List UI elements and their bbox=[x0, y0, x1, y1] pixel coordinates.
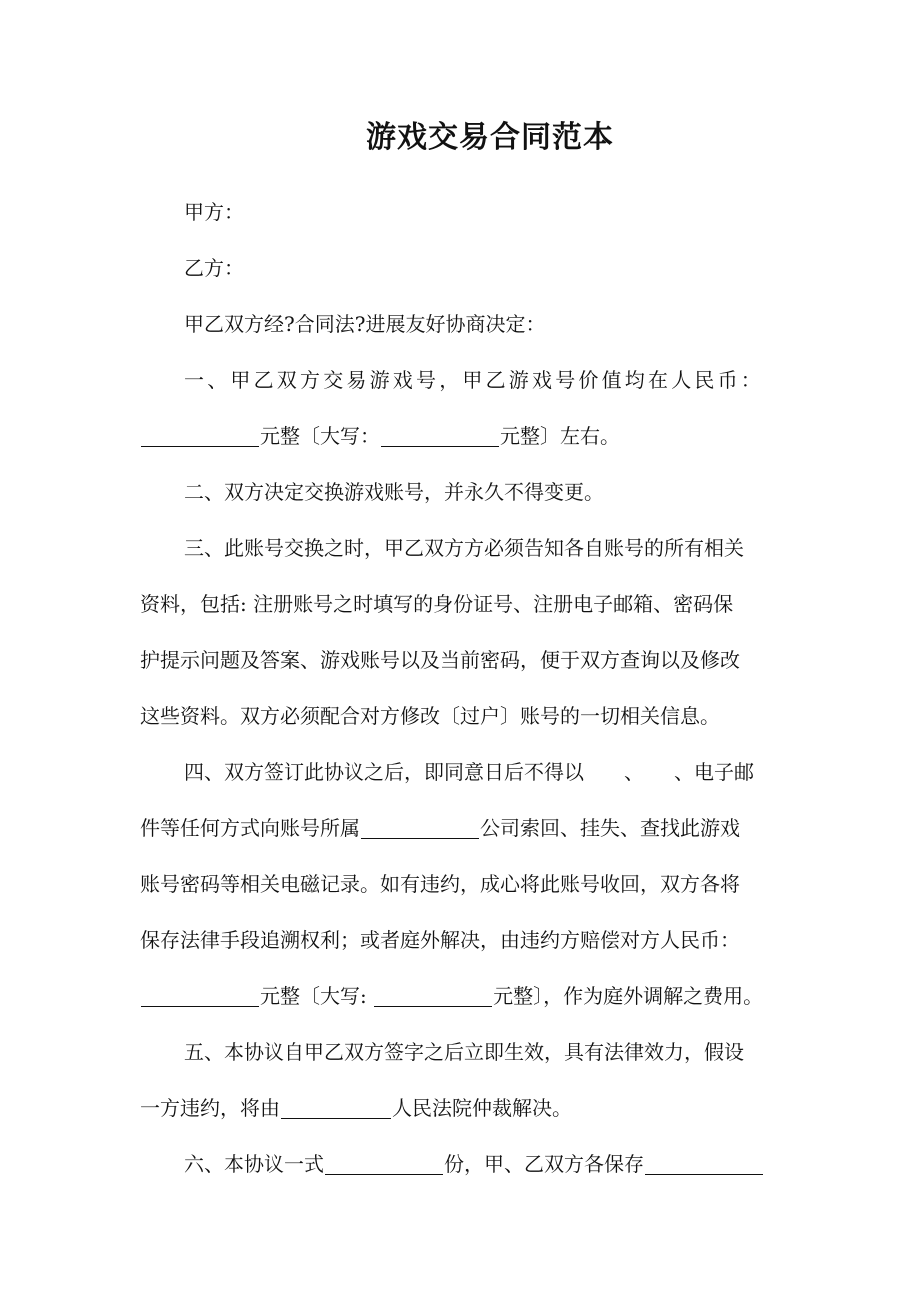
clause-2-line: 二、双方决定交换游戏账号，并永久不得变更。 bbox=[184, 480, 604, 504]
clause-3-line-2: 资料，包括: 注册账号之时填写的身份证号、注册电子邮箱、密码保 bbox=[140, 592, 734, 616]
clause-text: 元整〔大写: bbox=[260, 984, 374, 1008]
clause-6-line-1 bbox=[184, 1150, 800, 1178]
clause-4-line-4: 保存法律手段追溯权利；或者庭外解决，由违约方赔偿对方人民币： bbox=[140, 928, 740, 952]
amount-blank[interactable] bbox=[141, 426, 259, 447]
clause-3-line-1: 三、此账号交换之时，甲乙双方方必须告知各自账号的所有相关 bbox=[184, 536, 744, 560]
clause-4-line-1: 四、双方签订此协议之后，即同意日后不得以 、 、电子邮 bbox=[184, 760, 754, 784]
intro-line: 甲乙双方经?合同法?进展友好协商决定： bbox=[184, 312, 546, 336]
clause-4-line-2 bbox=[140, 814, 800, 842]
party-b-line: 乙方： bbox=[184, 256, 244, 280]
clause-text: 元整〕左右。 bbox=[500, 424, 620, 448]
compensation-blank[interactable] bbox=[141, 986, 259, 1007]
court-blank[interactable] bbox=[281, 1098, 391, 1119]
copies-blank[interactable] bbox=[325, 1154, 443, 1175]
clause-text: 一方违约，将由 bbox=[140, 1096, 280, 1120]
clause-text: 人民法院仲裁解决。 bbox=[392, 1096, 572, 1120]
document-title: 游戏交易合同范本 bbox=[366, 120, 614, 155]
clause-5-line-2 bbox=[140, 1094, 800, 1122]
clause-1-line-1: 一、甲乙双方交易游戏号，甲乙游戏号价值均在人民币： bbox=[184, 368, 764, 392]
clause-text: 份，甲、乙双方各保存 bbox=[444, 1152, 644, 1176]
clause-text: 元整〔大写： bbox=[260, 424, 380, 448]
party-a-line: 甲方： bbox=[184, 200, 244, 224]
clause-3-line-4: 这些资料。双方必须配合对方修改〔过户〕账号的一切相关信息。 bbox=[140, 704, 720, 728]
amount-words-blank[interactable] bbox=[381, 426, 499, 447]
clause-5-line-1: 五、本协议自甲乙双方签字之后立即生效，具有法律效力，假设 bbox=[184, 1040, 744, 1064]
clause-1-line-2 bbox=[140, 422, 800, 450]
clause-3-line-3: 护提示问题及答案、游戏账号以及当前密码，便于双方查询以及修改 bbox=[140, 648, 740, 672]
clause-text: 公司索回、挂失、查找此游戏 bbox=[480, 816, 740, 840]
clause-text: 件等任何方式向账号所属 bbox=[140, 816, 360, 840]
clause-4-line-3: 账号密码等相关电磁记录。如有违约，成心将此账号收回，双方各将 bbox=[140, 872, 740, 896]
company-blank[interactable] bbox=[361, 818, 479, 839]
clause-text: 元整〕，作为庭外调解之费用。 bbox=[493, 984, 764, 1008]
clause-text: 六、本协议一式 bbox=[184, 1152, 324, 1176]
clause-4-line-5 bbox=[140, 982, 800, 1010]
compensation-words-blank[interactable] bbox=[374, 986, 492, 1007]
copies-each-blank[interactable] bbox=[645, 1154, 763, 1175]
